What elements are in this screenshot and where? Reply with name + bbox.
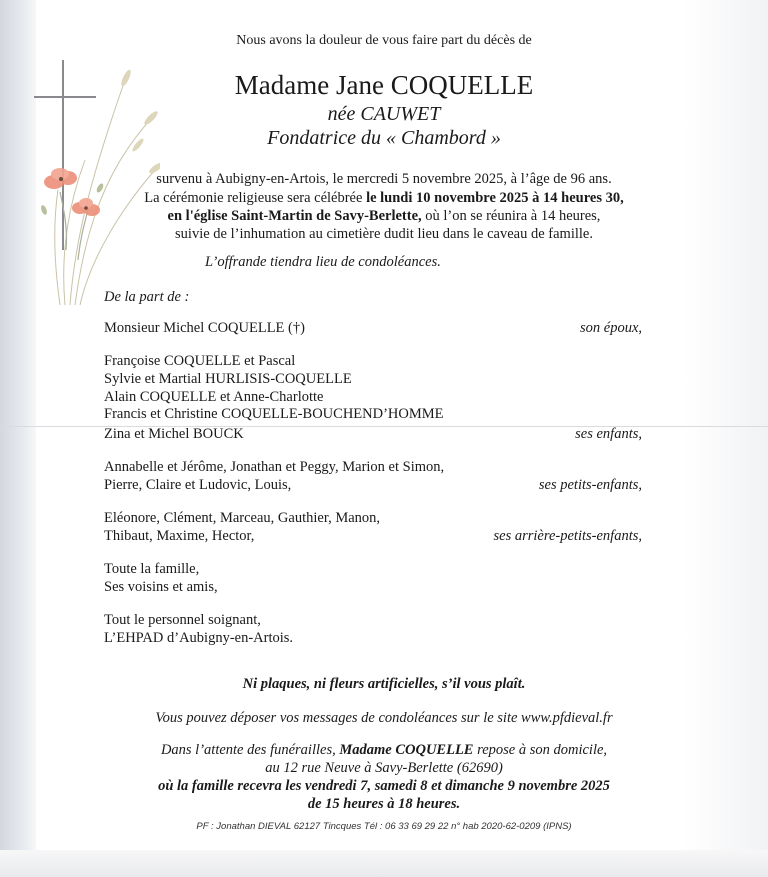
family-line: Sylvie et Martial HURLISIS-COQUELLE xyxy=(104,371,352,387)
family-line: Annabelle et Jérôme, Jonathan et Peggy, Marion et Simon, xyxy=(104,459,445,475)
visiting-days: où la famille recevra les vendredi 7, samedi 8 et dimanche 9 novembre 2025 xyxy=(158,778,610,794)
maiden-name: née CAUWET xyxy=(327,103,441,125)
deceased-title: Fondatrice du « Chambord » xyxy=(267,127,501,149)
announcement-line-2 xyxy=(0,189,768,208)
rest-text-end: repose à son domicile, xyxy=(473,742,608,758)
gathering-time: où l’on se réunira à 14 heures, xyxy=(421,208,601,224)
visiting-hours: de 15 heures à 18 heures. xyxy=(307,796,461,812)
family-line: Zina et Michel BOUCK xyxy=(104,426,244,442)
rest-name: Madame COQUELLE xyxy=(339,742,474,758)
ceremony-text: La cérémonie religieuse sera célébrée xyxy=(144,190,367,206)
family-line: Françoise COQUELLE et Pascal xyxy=(104,353,296,369)
relation-label: ses arrière-petits-enfants, xyxy=(493,528,642,544)
rest-text: Dans l’attente des funérailles, xyxy=(160,742,340,758)
family-line: Toute la famille, xyxy=(104,561,200,577)
family-line: Monsieur Michel COQUELLE (†) xyxy=(104,320,305,336)
ceremony-date: le lundi 10 novembre 2025 à 14 heures 30, xyxy=(366,190,624,206)
family-line: Thibaut, Maxime, Hector, xyxy=(104,528,255,544)
relation-label: son époux, xyxy=(579,320,642,336)
family-line: Ses voisins et amis, xyxy=(104,579,218,595)
family-line: Tout le personnel soignant, xyxy=(104,612,261,628)
intro-text: Nous avons la douleur de vous faire part du décès de xyxy=(236,33,532,48)
family-line: L’EHPAD d’Aubigny-en-Artois. xyxy=(104,630,294,646)
funeral-home-info: PF : Jonathan DIEVAL 62127 Tincques Tél : 06 33 69 29 22 n° hab 2020-62-0209 (IPNS) xyxy=(196,821,572,832)
announcement-line-3 xyxy=(0,207,768,226)
condolence-messages-note: Vous pouvez déposer vos messages de condoléances sur le site www.pfdieval.fr xyxy=(155,710,613,726)
relation-label: ses petits-enfants, xyxy=(538,477,642,493)
no-flowers-request: Ni plaques, ni fleurs artificielles, s’il vous plaît. xyxy=(242,676,526,692)
ceremony-location: en l'église Saint-Martin de Savy-Berlette, xyxy=(167,208,422,224)
family-line: Alain COQUELLE et Anne-Charlotte xyxy=(104,389,324,405)
announcement-line-1: survenu à Aubigny-en-Artois, le mercredi 5 novembre 2025, à l’âge de 96 ans. xyxy=(156,171,612,187)
deceased-name: Madame Jane COQUELLE xyxy=(234,70,534,100)
family-line: Pierre, Claire et Ludovic, Louis, xyxy=(104,477,292,493)
relation-label: ses enfants, xyxy=(575,426,642,442)
announcement-line-4: suivie de l’inhumation au cimetière dudit lieu dans le caveau de famille. xyxy=(175,226,593,242)
home-address: au 12 rue Neuve à Savy-Berlette (62690) xyxy=(265,760,503,776)
family-line: Francis et Christine COQUELLE-BOUCHEND’HOMME xyxy=(104,406,444,422)
family-line: Eléonore, Clément, Marceau, Gauthier, Manon, xyxy=(104,510,381,526)
family-heading: De la part de : xyxy=(104,289,190,305)
offering-note: L’offrande tiendra lieu de condoléances. xyxy=(205,254,441,270)
scan-bottom-edge xyxy=(0,850,768,877)
resting-place-line xyxy=(0,742,768,759)
